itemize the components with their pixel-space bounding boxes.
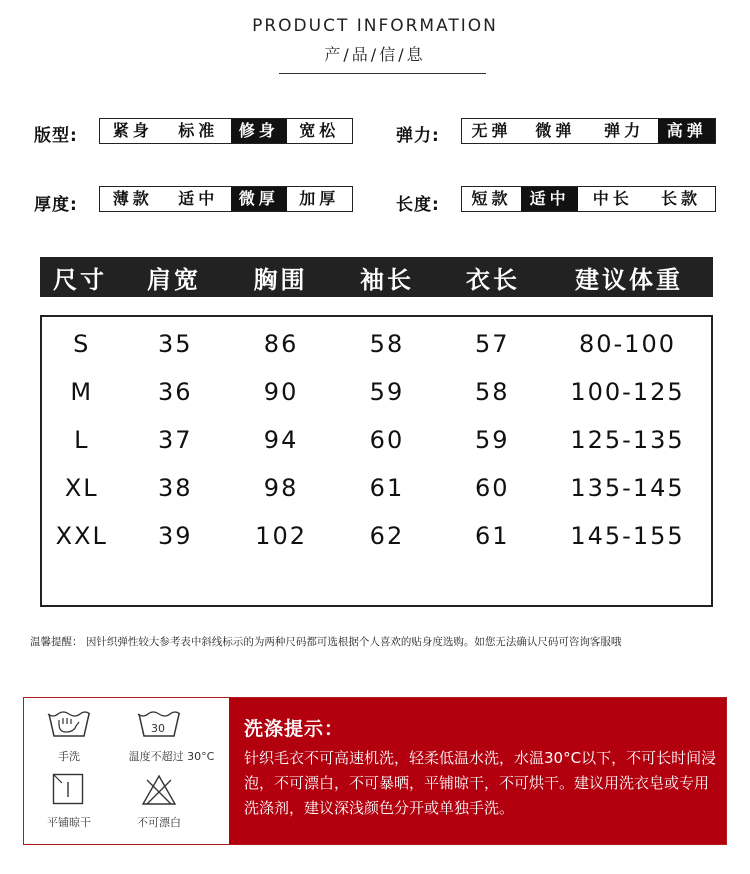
fit-option: 宽松 (299, 121, 340, 140)
table-cell: 86 (263, 330, 299, 358)
wash-temperature-label: 温度不超过 30°C (128, 750, 215, 763)
thickness-option: 薄款 (112, 189, 153, 208)
col-header-chest: 胸围 (253, 265, 308, 294)
table-cell: 125-135 (570, 426, 685, 454)
thickness-option: 加厚 (299, 189, 340, 208)
thickness-option: 适中 (178, 189, 219, 208)
fit-label: 版型: (34, 126, 78, 146)
table-cell: 38 (157, 474, 193, 502)
product-info-subtitle: 产/品/信/息 (324, 45, 426, 64)
header-divider (279, 73, 486, 74)
elasticity-option: 无弹 (471, 121, 512, 140)
care-title: 洗涤提示： (244, 718, 345, 740)
length-option: 短款 (471, 189, 512, 208)
table-cell: 61 (369, 474, 405, 502)
table-cell: 58 (369, 330, 405, 358)
table-cell: L (74, 426, 90, 454)
fit-option: 紧身 (112, 121, 153, 140)
table-cell: 80-100 (578, 330, 676, 358)
table-cell: 90 (263, 378, 299, 406)
table-row (42, 521, 711, 551)
table-cell: 36 (157, 378, 193, 406)
table-cell: 57 (475, 330, 510, 358)
size-table (40, 315, 713, 607)
wash-temperature-value: 30 (151, 722, 165, 735)
table-row (42, 329, 711, 359)
table-cell: XXL (55, 522, 108, 550)
table-cell: 135-145 (570, 474, 685, 502)
care-text: 针织毛衣不可高速机洗，轻柔低温水洗，水温30°C以下，不可长时间浸泡，不可漂白，不可暴晒，平铺晾干，不可烘干。建议用洗衣皂或专用洗涤剂，建议深浅颜色分开或单独手洗。 (244, 749, 717, 817)
fit-options (99, 118, 353, 144)
thickness-label: 厚度: (34, 195, 78, 215)
table-cell: 39 (157, 522, 193, 550)
length-option-selected: 适中 (521, 187, 578, 211)
table-cell: 59 (475, 426, 510, 454)
table-cell: 102 (255, 522, 307, 550)
hand-wash-icon (46, 710, 92, 740)
do-not-bleach-icon (141, 774, 177, 806)
care-icons-panel (24, 698, 229, 844)
length-label: 长度: (396, 195, 440, 215)
table-cell: 60 (475, 474, 510, 502)
table-cell: 94 (263, 426, 299, 454)
elasticity-label: 弹力: (396, 126, 440, 146)
table-row (42, 425, 711, 455)
table-cell: 35 (157, 330, 193, 358)
elasticity-option-selected: 高弹 (658, 119, 715, 143)
table-cell: M (70, 378, 94, 406)
elasticity-options (461, 118, 716, 144)
col-header-weight: 建议体重 (575, 265, 683, 294)
thickness-option-selected: 微厚 (231, 187, 286, 211)
do-not-bleach-label: 不可漂白 (137, 816, 181, 829)
fit-option: 标准 (178, 121, 219, 140)
elasticity-option: 微弹 (535, 121, 576, 140)
elasticity-option: 弹力 (604, 121, 645, 140)
table-row (42, 377, 711, 407)
col-header-shoulder: 肩宽 (147, 265, 201, 294)
size-note: 温馨提醒： 因针织弹性较大参考表中斜线标示的为两种尺码都可选根据个人喜欢的贴身度选购。如您无法确认尺码可咨询客服哦 (30, 636, 622, 648)
col-header-sleeve: 袖长 (360, 265, 414, 294)
dry-flat-label: 平铺晾干 (47, 816, 91, 829)
thickness-options (99, 186, 353, 212)
table-cell: 62 (369, 522, 405, 550)
table-cell: 37 (157, 426, 193, 454)
table-cell: 100-125 (570, 378, 685, 406)
table-cell: 59 (369, 378, 405, 406)
product-info-title: PRODUCT INFORMATION (252, 16, 498, 36)
table-row (42, 473, 711, 503)
table-cell: S (73, 330, 91, 358)
table-cell: 145-155 (570, 522, 685, 550)
length-options (461, 186, 716, 212)
table-cell: 61 (475, 522, 510, 550)
table-cell: 58 (475, 378, 510, 406)
hand-wash-label: 手洗 (58, 750, 80, 763)
length-option: 长款 (661, 189, 702, 208)
col-header-length: 衣长 (466, 265, 520, 294)
length-option: 中长 (592, 189, 633, 208)
table-cell: 98 (263, 474, 299, 502)
table-cell: XL (64, 474, 99, 502)
dry-flat-icon (52, 773, 84, 805)
fit-option-selected: 修身 (231, 119, 286, 143)
size-table-header (40, 257, 713, 297)
col-header-size: 尺寸 (53, 265, 107, 294)
table-cell: 60 (369, 426, 405, 454)
